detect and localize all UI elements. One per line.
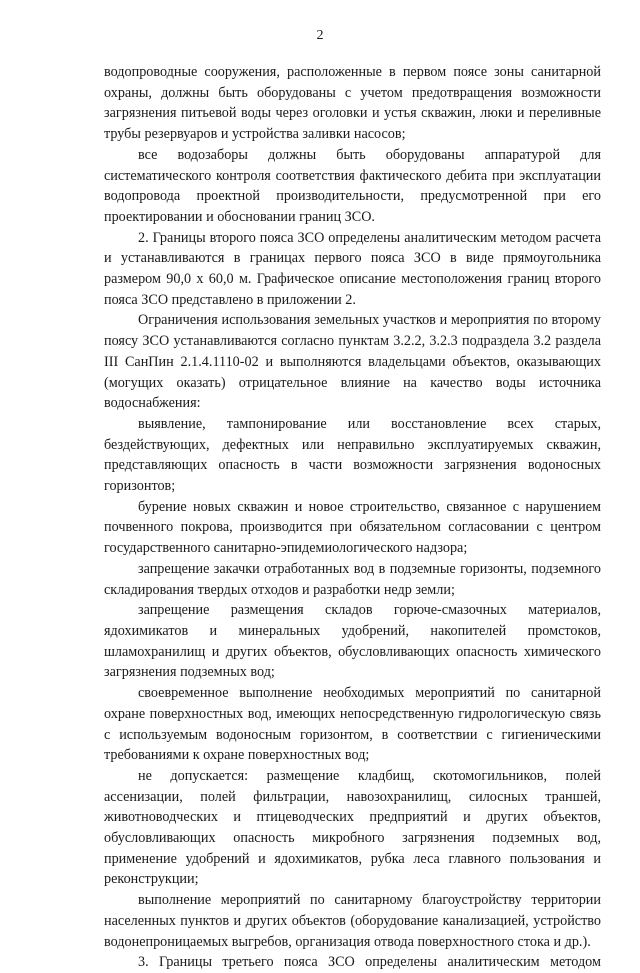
- paragraph-storage-ban: запрещение размещения складов горюче-смазочных материалов, ядохимикатов и минеральных удобрений, накопителей промстоков, шламохранилищ и других объектов, обусловливающих опасность химического загрязнения подземных вод;: [104, 602, 601, 681]
- paragraph-prohibited-objects: не допускается: размещение кладбищ, скотомогильников, полей ассенизации, полей фильтрации, навозохранилищ, силосных траншей, животноводческих и птицеводческих предприятий и других объектов, обусловливающих опасность микробного загрязнения подземных вод, применение удобрений и ядохимикатов, рубка леса главного пользования и реконструкции;: [104, 767, 601, 888]
- paragraph-wastewater-injection-ban: запрещение закачки отработанных вод в подземные горизонты, подземного складирования твердых отходов и разработки недр земли;: [104, 560, 601, 598]
- paragraph-second-zone-boundaries: 2. Границы второго пояса ЗСО определены аналитическим методом расчета и устанавливаются в границах первого пояса ЗСО в виде прямоугольника размером 90,0 х 60,0 м. Графическое описание местоположения границ второго пояса ЗСО представлено в приложении 2.: [104, 229, 601, 308]
- paragraph-water-intakes-equipment: все водозаборы должны быть оборудованы аппаратурой для систематического контроля соответствия фактического дебита при эксплуатации водопровода проектной производительности, предусмотренной при его проектировании и обосновании границ ЗСО.: [104, 146, 601, 225]
- paragraph-sanitary-improvement: выполнение мероприятий по санитарному благоустройству территории населенных пунктов и других объектов (оборудование канализацией, устройство водонепроницаемых выгребов, организация отвода поверхностного стока и др.).: [104, 892, 601, 950]
- paragraph-water-facilities: водопроводные сооружения, расположенные в первом поясе зоны санитарной охраны, должны быть оборудованы с учетом предотвращения возможности загрязнения питьевой воды через оголовки и устья скважин, люки и переливные трубы резервуаров и устройства заливки насосов;: [104, 64, 601, 143]
- paragraph-wells-plugging: выявление, тампонирование или восстановление всех старых, бездействующих, дефектных или неправильно эксплуатируемых скважин, представляющих опасность в части возможности загрязнения водоносных горизонтов;: [104, 415, 601, 495]
- paragraph-land-use-restrictions: Ограничения использования земельных участков и мероприятия по второму поясу ЗСО устанавливаются согласно пунктам 3.2.2, 3.2.3 подраздела 3.2 раздела III СанПин 2.1.4.1110-02 и выполняются владельцами объектов, оказывающих (могущих оказать) отрицательное влияние на качество воды источника водоснабжения:: [104, 312, 601, 412]
- document-body: [104, 62, 601, 973]
- page-number: 2: [316, 28, 324, 43]
- paragraph-surface-water-protection: своевременное выполнение необходимых мероприятий по санитарной охране поверхностных вод, имеющих непосредственную гидрологическую связь с используемым водоносным горизонтом, в соответствии с гигиеническими требованиями к охране поверхностных вод;: [104, 685, 601, 764]
- paragraph-third-zone-boundaries: 3. Границы третьего пояса ЗСО определены аналитическим методом: [138, 954, 601, 971]
- paragraph-drilling-new-wells: бурение новых скважин и новое строительство, связанное с нарушением почвенного покрова, производится при обязательном согласовании с центром государственного санитарно-эпидемиологического надзора;: [104, 498, 601, 557]
